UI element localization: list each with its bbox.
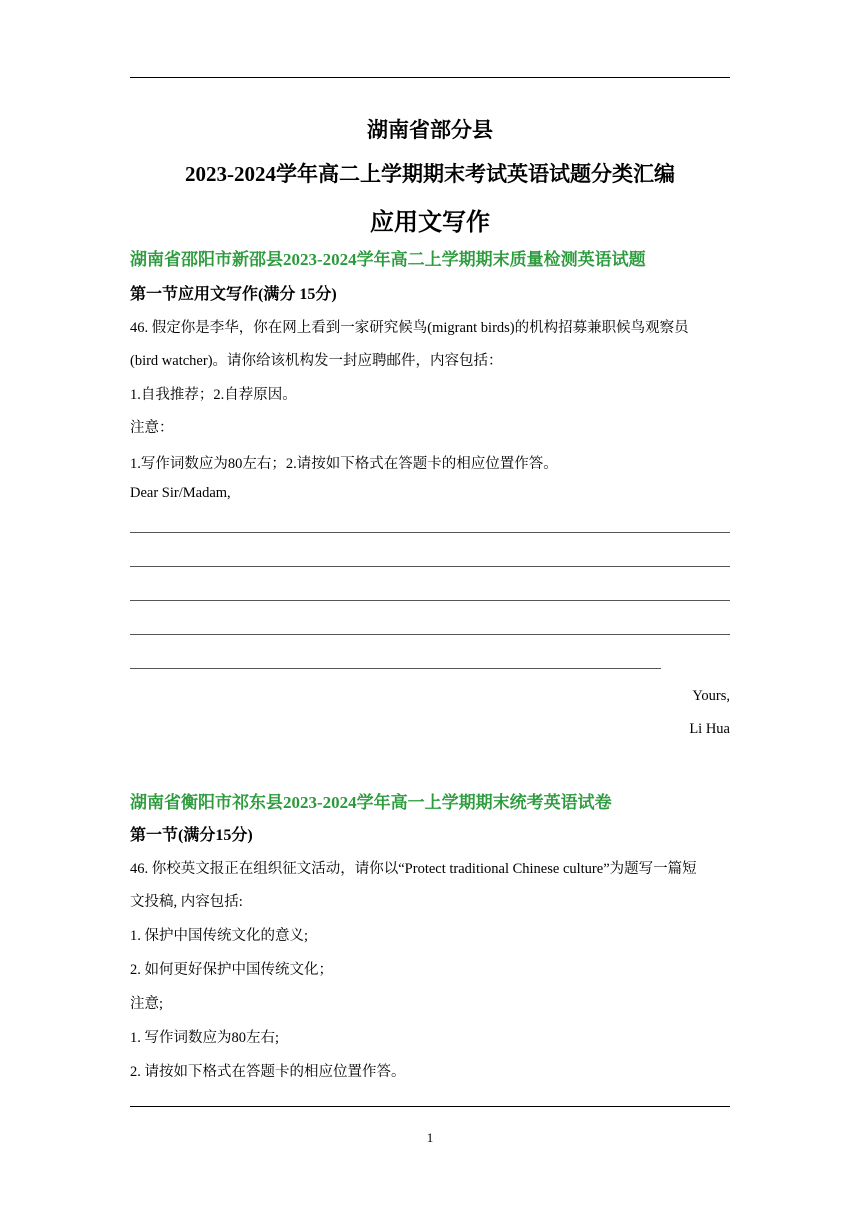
answer-line[interactable] xyxy=(130,532,730,533)
answer-line[interactable] xyxy=(130,634,730,635)
answer-line[interactable] xyxy=(130,668,661,669)
section-1-part: 第一节应用文写作(满分 15分) xyxy=(130,286,337,303)
title-region: 湖南省部分县 xyxy=(367,118,493,142)
section-2-line-4: 2. 如何更好保护中国传统文化； xyxy=(130,962,333,978)
header-rule xyxy=(130,77,730,78)
section-1-line-1: 46. 假定你是李华，你在网上看到一家研究候鸟(migrant birds)的机构招募兼职候鸟观察员 xyxy=(130,320,689,336)
section-2-line-5: 注意; xyxy=(130,996,164,1012)
section-2-source: 湖南省衡阳市祁东县2023-2024学年高一上学期期末统考英语试卷 xyxy=(130,793,612,812)
section-2-line-3: 1. 保护中国传统文化的意义; xyxy=(130,928,309,944)
section-2-line-1: 46. 你校英文报正在组织征文活动，请你以“Protect traditional Chinese culture”为题写一篇短 xyxy=(130,861,697,877)
section-1-salutation: Dear Sir/Madam, xyxy=(130,485,231,501)
title-exam: 2023-2024学年高二上学期期末考试英语试题分类汇编 xyxy=(185,162,675,186)
section-2-line-7: 2. 请按如下格式在答题卡的相应位置作答。 xyxy=(130,1064,406,1080)
section-2-line-6: 1. 写作词数应为80左右; xyxy=(130,1030,280,1046)
answer-line[interactable] xyxy=(130,600,730,601)
section-1-source: 湖南省邵阳市新邵县2023-2024学年高二上学期期末质量检测英语试题 xyxy=(130,250,646,269)
footer-rule xyxy=(130,1106,730,1107)
section-1-line-3: 1.自我推荐；2.自荐原因。 xyxy=(130,387,297,403)
page-number: 1 xyxy=(426,1130,434,1145)
section-2-line-2: 文投稿, 内容包括: xyxy=(130,894,243,910)
section-1-line-5: 1.写作词数应为80左右；2.请按如下格式在答题卡的相应位置作答。 xyxy=(130,456,558,472)
section-1-line-2: (bird watcher)。请你给该机构发一封应聘邮件，内容包括： xyxy=(130,353,503,369)
section-2-part: 第一节(满分15分) xyxy=(130,827,253,844)
section-1-signature: Li Hua xyxy=(689,721,730,737)
title-topic: 应用文写作 xyxy=(370,210,490,236)
section-1-line-4: 注意： xyxy=(130,420,174,436)
answer-line[interactable] xyxy=(130,566,730,567)
section-1-closing: Yours, xyxy=(692,688,730,704)
